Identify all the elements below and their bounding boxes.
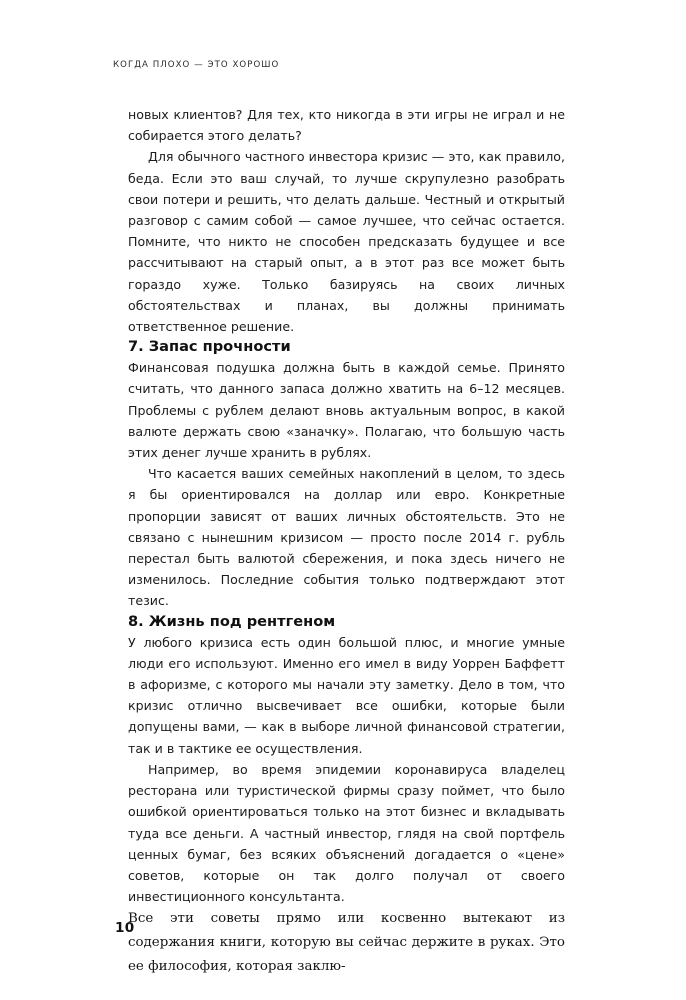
paragraph-continuation: новых клиентов? Для тех, кто никогда в эти игры не играл и не собирается этого делать? [128, 107, 565, 144]
section-heading-8: 8. Жизнь под рентгеном [128, 612, 336, 630]
text-column [128, 104, 565, 979]
paragraph: Финансовая подушка должна быть в каждой семье. Принято считать, что данного запаса должно хватить на 6–12 месяцев. Проблемы с рублем делают вновь актуальным вопрос, в какой валюте держать свою «заначку». Полагаю, что большую часть этих денег лучше хранить в рублях. [128, 360, 565, 461]
running-head: КОГДА ПЛОХО — ЭТО ХОРОШО [113, 60, 280, 70]
paragraph: Например, во время эпидемии коронавируса владелец ресторана или туристической фирмы сразу поймет, что было ошибкой ориентироваться только на этот бизнес и вкладывать туда все деньги. А частный инвестор, глядя на свой портфель ценных бумаг, без всяких объяснений догадается о «цене» советов, которые он так долго получал от своего инвестиционного консультанта. [128, 761, 565, 905]
closing-paragraph: Все эти советы прямо или косвенно вытекают из содержания книги, которую вы сейчас держите в руках. Это ее философия, которая заклю- [128, 911, 565, 975]
paragraph: Для обычного частного инвестора кризис — это, как правило, беда. Если это ваш случай, то лучше скрупулезно разобрать свои потери и решить, что делать дальше. Честный и открытый разговор с самим собой — самое лучшее, что сейчас остается. Помните, что никто не способен предсказать будущее и все рассчитывают на старый опыт, а в этот раз все может быть гораздо хуже. Только базируясь на своих личных обстоятельствах и планах, вы должны принимать ответственное решение. [128, 149, 565, 335]
paragraph: Что касается ваших семейных накоплений в целом, то здесь я бы ориентировался на доллар или евро. Конкретные пропорции зависят от ваших личных обстоятельств. Это не связано с нынешним кризисом — просто после 2014 г. рубль перестал быть валютой сбережения, и пока здесь ничего не изменилось. Последние события только подтверждают этот тезис. [128, 466, 565, 609]
section-heading-7: 7. Запас прочности [128, 338, 291, 356]
page-number: 10 [115, 920, 135, 936]
paragraph: У любого кризиса есть один большой плюс, и многие умные люди его используют. Именно его имел в виду Уоррен Баффетт в афоризме, с которого мы начали эту заметку. Дело в том, что кризис отлично высвечивает все ошибки, которые были допущены вами, — как в выборе личной финансовой стратегии, так и в тактике ее осуществления. [128, 634, 565, 756]
